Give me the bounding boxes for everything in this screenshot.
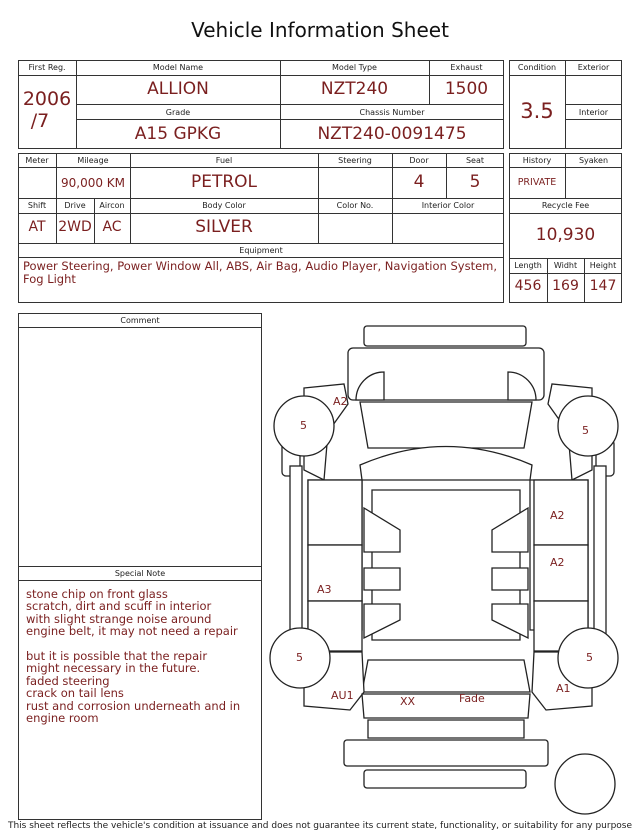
- first-reg-year: 2006: [22, 88, 72, 110]
- mileage-label: Mileage: [77, 156, 109, 165]
- mark-rear-center: Fade: [459, 692, 485, 705]
- comment-label: Comment: [120, 316, 160, 325]
- special-note-line: but it is possible that the repair: [26, 649, 208, 664]
- mark-right-front-door: A2: [550, 509, 565, 522]
- mileage: 90,000 KM: [60, 176, 126, 190]
- special-note-line: might necessary in the future.: [26, 661, 201, 676]
- width: 169: [552, 278, 579, 294]
- model-type: NZT240: [320, 79, 389, 99]
- exhaust-label: Exhaust: [450, 63, 483, 72]
- door-label: Door: [409, 156, 429, 165]
- length: 456: [514, 278, 542, 294]
- model-name-label: Model Name: [152, 63, 204, 72]
- history-value: PRIVATE: [517, 177, 557, 188]
- mark-rear-left-tire: 5: [296, 651, 303, 664]
- seat-count: 5: [469, 172, 481, 192]
- recycle-fee: 10,930: [535, 225, 596, 245]
- special-note-line: rust and corrosion underneath and in: [26, 698, 241, 713]
- body-color: SILVER: [195, 217, 253, 237]
- grade-label: Grade: [165, 108, 191, 117]
- special-note-line: with slight strange noise around: [26, 611, 212, 626]
- mark-tailgate: XX: [400, 695, 416, 708]
- drive-label: Drive: [64, 201, 86, 210]
- aircon: AC: [102, 219, 122, 235]
- aircon-label: Aircon: [99, 201, 125, 210]
- first-reg-label: First Reg.: [28, 63, 66, 72]
- special-notes: [26, 588, 260, 724]
- special-note-line: engine room: [26, 711, 99, 726]
- mark-right-rear-quarter: A1: [556, 682, 571, 695]
- color-no-label: Color No.: [336, 201, 374, 210]
- shift: AT: [28, 219, 46, 235]
- length-label: Length: [514, 261, 542, 270]
- special-note-line: stone chip on front glass: [26, 587, 168, 601]
- height-label: Height: [589, 261, 617, 270]
- mark-front-left-fender: A2: [333, 395, 348, 408]
- condition-score: 3.5: [520, 99, 554, 123]
- drive: 2WD: [58, 219, 92, 235]
- mark-left-rear-door: A3: [317, 583, 332, 596]
- grade: A15 GPKG: [134, 124, 222, 144]
- first-reg-month: /7: [30, 110, 50, 132]
- sheet-title: Vehicle Information Sheet: [191, 18, 449, 42]
- mark-left-rear-quarter: AU1: [331, 689, 354, 702]
- special-note-label: Special Note: [114, 569, 166, 578]
- exhaust: 1500: [444, 79, 489, 99]
- condition-label: Condition: [517, 63, 557, 72]
- model-type-label: Model Type: [332, 63, 377, 72]
- height: 147: [589, 278, 617, 294]
- special-note-line: engine belt, it may not need a repair: [26, 624, 238, 639]
- equipment-list: Power Steering, Power Window All, ABS, Air Bag, Audio Player, Navigation System, Fog Light: [23, 259, 498, 286]
- mark-front-right-tire: 5: [582, 424, 589, 437]
- syaken-label: Syaken: [578, 156, 609, 165]
- width-label: Widht: [553, 261, 578, 270]
- car-damage-diagram: [268, 320, 628, 820]
- fuel-label: Fuel: [215, 156, 233, 165]
- steering-label: Steering: [338, 156, 372, 165]
- mark-rear-right-tire: 5: [586, 651, 593, 664]
- exterior-label: Exterior: [577, 63, 610, 72]
- model-name: ALLION: [147, 79, 209, 99]
- special-note-line: faded steering: [26, 673, 110, 688]
- recycle-fee-label: Recycle Fee: [541, 201, 590, 210]
- body-color-label: Body Color: [202, 201, 246, 210]
- door-count: 4: [413, 172, 425, 192]
- chassis-label: Chassis Number: [359, 108, 425, 117]
- history-label: History: [522, 156, 552, 165]
- equipment-label: Equipment: [239, 246, 283, 255]
- shift-label: Shift: [27, 201, 47, 210]
- interior-label: Interior: [578, 108, 609, 117]
- fuel: PETROL: [190, 172, 258, 192]
- special-note-line: scratch, dirt and scuff in interior: [26, 599, 212, 614]
- seat-label: Seat: [465, 156, 485, 165]
- mark-front-left-tire: 5: [300, 419, 307, 432]
- disclaimer: This sheet reflects the vehicle's condition at issuance and does not guarantee its current state, functionality, or suitability for any purpose: [7, 821, 633, 831]
- mark-right-rear-door: A2: [550, 556, 565, 569]
- special-note-line: crack on tail lens: [26, 686, 124, 701]
- chassis-number: NZT240-0091475: [317, 124, 467, 144]
- interior-color-label: Interior Color: [421, 201, 475, 210]
- meter-label: Meter: [25, 156, 49, 165]
